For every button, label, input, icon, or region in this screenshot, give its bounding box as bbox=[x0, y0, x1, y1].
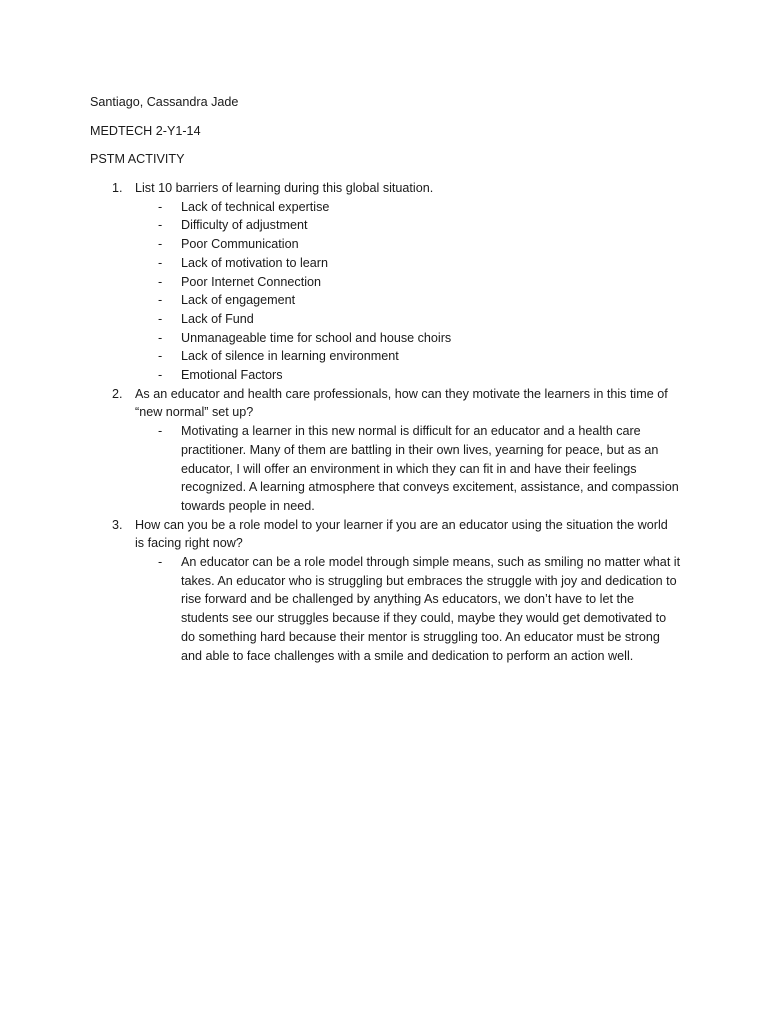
bullet-dash: - bbox=[158, 368, 163, 383]
answer-item bbox=[135, 310, 690, 329]
bullet-dash: - bbox=[158, 218, 163, 233]
answer-text: Lack of technical expertise bbox=[181, 199, 330, 214]
answer-text: Lack of silence in learning environment bbox=[181, 349, 399, 364]
answer-text: Poor Communication bbox=[181, 237, 299, 252]
question-list bbox=[90, 179, 690, 665]
answer-text: Unmanageable time for school and house choirs bbox=[181, 330, 452, 345]
bullet-dash: - bbox=[158, 349, 163, 364]
answer-item bbox=[135, 347, 690, 366]
bullet-dash: - bbox=[158, 237, 163, 252]
answer-text: Motivating a learner in this new normal is difficult for an educator and a health care practitioner. Many of them are battling in their own lives, yearning for peace, but as an educator, I will offer an environment in which they can fit in and have their feelings recognized. A learning atmosphere that conveys excitement, assistance, and compassion towards people in need. bbox=[181, 424, 679, 513]
question-item bbox=[90, 179, 690, 385]
question-item bbox=[90, 516, 690, 666]
bullet-dash: - bbox=[158, 424, 163, 439]
question-number: 1. bbox=[112, 181, 123, 195]
answer-text: Lack of engagement bbox=[181, 293, 296, 308]
question-item bbox=[90, 385, 690, 516]
answer-text: Lack of Fund bbox=[181, 311, 254, 326]
bullet-dash: - bbox=[158, 293, 163, 308]
answer-item bbox=[135, 422, 690, 516]
answer-item bbox=[135, 366, 690, 385]
bullet-dash: - bbox=[158, 555, 163, 570]
answer-text: Emotional Factors bbox=[181, 368, 283, 383]
answer-item bbox=[135, 329, 690, 348]
question-text: How can you be a role model to your learner if you are an educator using the situation the world is facing right now? bbox=[135, 517, 668, 551]
section-code: MEDTECH 2-Y1-14 bbox=[90, 124, 201, 138]
answer-list bbox=[135, 553, 690, 665]
activity-title: PSTM ACTIVITY bbox=[90, 152, 185, 166]
answer-list bbox=[135, 198, 690, 385]
answer-item bbox=[135, 216, 690, 235]
answer-item bbox=[135, 273, 690, 292]
question-text: List 10 barriers of learning during this global situation. bbox=[135, 181, 434, 195]
bullet-dash: - bbox=[158, 274, 163, 289]
bullet-dash: - bbox=[158, 330, 163, 345]
bullet-dash: - bbox=[158, 311, 163, 326]
question-text: As an educator and health care professionals, how can they motivate the learners in this time of “new normal” set up? bbox=[135, 386, 668, 420]
student-name: Santiago, Cassandra Jade bbox=[90, 95, 239, 109]
answer-item bbox=[135, 198, 690, 217]
answer-text: An educator can be a role model through simple means, such as smiling no matter what it takes. An educator who is struggling but embraces the struggle with joy and dedication to rise forward and be challenged by anything As educators, we don’t have to let the students see our struggles because if they could, maybe they would get demotivated to do something hard because their mentor is struggling too. An educator must be strong and able to face challenges with a smile and dedication to perform an action well. bbox=[181, 555, 681, 663]
answer-text: Difficulty of adjustment bbox=[181, 218, 308, 233]
answer-list bbox=[135, 422, 690, 516]
answer-item bbox=[135, 235, 690, 254]
answer-item bbox=[135, 254, 690, 273]
answer-item bbox=[135, 553, 690, 665]
answer-item bbox=[135, 291, 690, 310]
question-number: 3. bbox=[112, 517, 123, 532]
question-number: 2. bbox=[112, 386, 123, 401]
bullet-dash: - bbox=[158, 255, 163, 270]
bullet-dash: - bbox=[158, 199, 163, 214]
answer-text: Lack of motivation to learn bbox=[181, 255, 329, 270]
answer-text: Poor Internet Connection bbox=[181, 274, 322, 289]
